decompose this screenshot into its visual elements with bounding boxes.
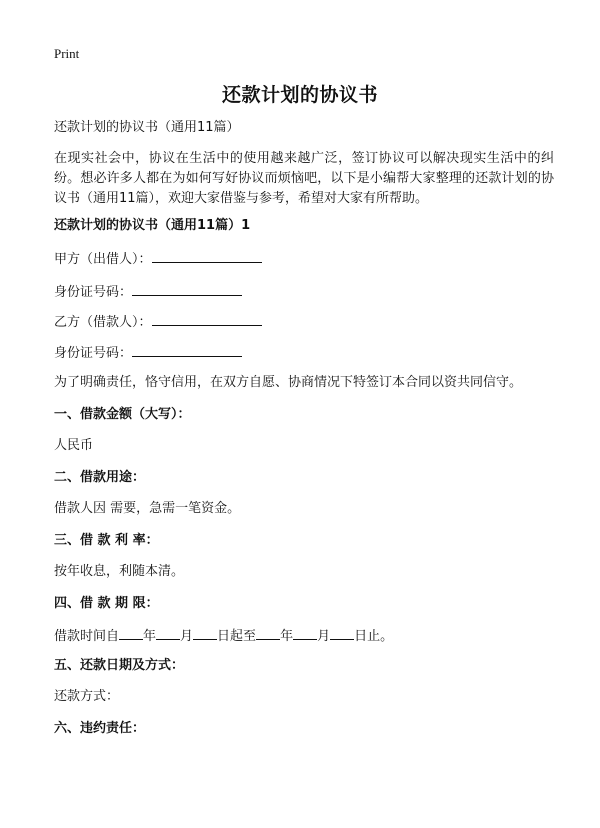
loan-period-text: 月 bbox=[317, 629, 331, 644]
clause-3-body: 按年收息，利随本清。 bbox=[54, 564, 185, 579]
loan-period-text: 年 bbox=[143, 629, 157, 644]
document-subtitle: 还款计划的协议书（通用11篇） bbox=[54, 120, 240, 135]
start-month-blank bbox=[156, 625, 180, 640]
party-b-blank bbox=[152, 311, 262, 326]
party-a-field bbox=[54, 248, 262, 270]
preamble: 为了明确责任，恪守信用，在双方自愿、协商情况下特签订本合同以资共同信守。 bbox=[54, 375, 523, 390]
clause-5-body: 还款方式： bbox=[54, 689, 120, 704]
clause-4-heading: 四、借 款 期 限： bbox=[54, 596, 159, 611]
end-month-blank bbox=[293, 625, 317, 640]
id-a-label: 身份证号码： bbox=[54, 285, 133, 300]
clause-3-heading: 三、借 款 利 率： bbox=[54, 533, 159, 548]
loan-period-text: 年 bbox=[280, 629, 294, 644]
start-day-blank bbox=[193, 625, 217, 640]
document-title: 还款计划的协议书 bbox=[221, 84, 378, 106]
party-a-blank bbox=[152, 248, 262, 263]
party-a-label: 甲方（出借人）： bbox=[54, 252, 152, 267]
id-b-label: 身份证号码： bbox=[54, 346, 133, 361]
clause-2-heading: 二、借款用途： bbox=[54, 470, 146, 485]
id-b-blank bbox=[132, 342, 242, 357]
id-a-blank bbox=[132, 281, 242, 296]
party-b-field bbox=[54, 311, 262, 333]
loan-period-text: 日止。 bbox=[354, 629, 394, 644]
start-year-blank bbox=[119, 625, 143, 640]
clause-4-body bbox=[54, 625, 393, 647]
clause-5-heading: 五、还款日期及方式： bbox=[54, 658, 185, 673]
clause-1-body: 人民币 bbox=[54, 438, 94, 453]
intro-paragraph: 在现实社会中，协议在生活中的使用越来越广泛，签订协议可以解决现实生活中的纠纷。想必许多人都在为如何写好协议而烦恼吧，以下是小编帮大家整理的还款计划的协议书（通用11篇），欢迎大家借鉴与参考，希望对大家有所帮助。 bbox=[54, 151, 554, 206]
id-b-field bbox=[54, 342, 242, 364]
end-year-blank bbox=[256, 625, 280, 640]
loan-period-text: 日起至 bbox=[217, 629, 257, 644]
loan-period-text: 月 bbox=[180, 629, 194, 644]
end-day-blank bbox=[330, 625, 354, 640]
clause-6-heading: 六、违约责任： bbox=[54, 721, 146, 736]
party-b-label: 乙方（借款人）： bbox=[54, 315, 152, 330]
clause-1-heading: 一、借款金额（大写）： bbox=[54, 407, 191, 422]
clause-2-body: 借款人因 需要，急需一笔资金。 bbox=[54, 501, 241, 516]
loan-period-text: 借款时间自 bbox=[54, 629, 120, 644]
print-link[interactable]: Print bbox=[54, 46, 80, 61]
section-heading: 还款计划的协议书（通用11篇）1 bbox=[54, 218, 251, 233]
id-a-field bbox=[54, 281, 242, 303]
